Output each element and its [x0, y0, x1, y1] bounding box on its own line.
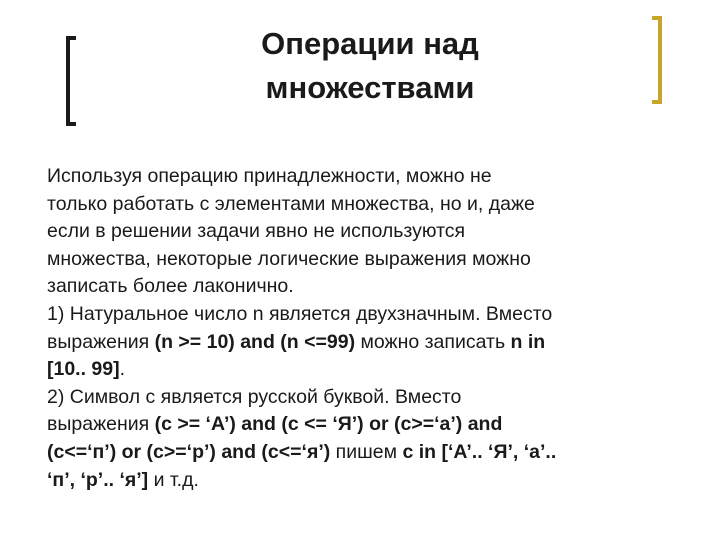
- code-fragment: n in: [510, 330, 546, 353]
- body-text-fragment: выражения: [47, 330, 155, 353]
- body-line: множества, некоторые логические выражения можно: [47, 247, 531, 270]
- body-text-fragment: выражения: [47, 413, 155, 436]
- body-text-fragment: и т.д.: [148, 468, 199, 491]
- body-line: Используя операцию принадлежности, можно не: [47, 165, 492, 187]
- code-fragment: [10.. 99]: [47, 358, 120, 381]
- right-bracket-decoration: [652, 16, 662, 104]
- body-line: 2) Символ c является русской буквой. Вместо: [47, 385, 462, 408]
- body-text-fragment: пишем: [330, 440, 403, 463]
- body-line: записать более лаконично.: [47, 275, 294, 298]
- body-line: [47, 329, 697, 357]
- body-line: 1) Натуральное число n является двухзначным. Вместо: [47, 302, 553, 325]
- code-fragment: ‘п’, ‘р’.. ‘я’]: [47, 468, 149, 491]
- body-text-fragment: .: [119, 358, 126, 381]
- body-line: [47, 439, 697, 467]
- body-text-fragment: можно записать: [355, 330, 511, 353]
- slide-body: [47, 163, 697, 494]
- title-line-1: Операции над: [261, 26, 479, 61]
- body-line: [47, 356, 697, 384]
- code-fragment: (c >= ‘A’) and (c <= ‘Я’) or (c>=‘a’) and: [154, 413, 503, 436]
- code-fragment: (c<=‘п’) or (c>=‘р’) and (c<=‘я’): [47, 440, 331, 463]
- body-line: только работать с элементами множества, но и, даже: [47, 192, 535, 215]
- code-fragment: (n >= 10) and (n <=99): [154, 330, 356, 353]
- slide-title: [120, 22, 620, 110]
- body-line: [47, 467, 697, 495]
- body-line: если в решении задачи явно не используются: [47, 220, 466, 243]
- code-fragment: c in [‘A’.. ‘Я’, ‘a’..: [402, 440, 557, 463]
- body-line: [47, 411, 697, 439]
- title-line-2: множествами: [265, 70, 475, 105]
- left-bracket-decoration: [66, 36, 76, 126]
